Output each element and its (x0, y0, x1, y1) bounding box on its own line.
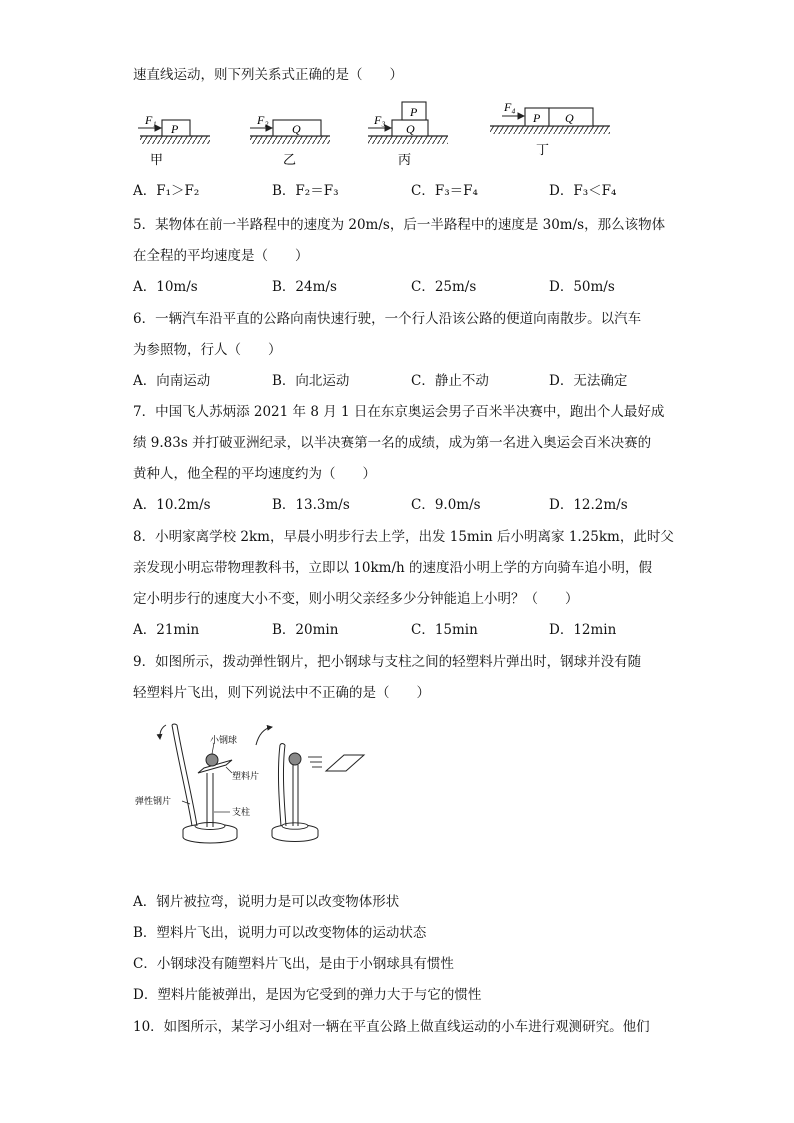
block-label-q: Q (406, 122, 415, 136)
label-plastic-card: 塑料片 (232, 772, 260, 782)
q6-stem-line: 6．一辆汽车沿平直的公路向南快速行驶，一个行人沿该公路的便道向南散步。以汽车 (133, 311, 642, 327)
q9-stem-line: 轻塑料片飞出，则下列说法中不正确的是（ ） (133, 685, 430, 701)
caption-bing: 丙 (398, 153, 412, 168)
force-label-f3: F₃ (374, 113, 386, 127)
q7-stem-line: 绩 9.83s 并打破亚洲纪录，以半决赛第一名的成绩，成为第一名进入奥运会百米决赛的 (133, 435, 652, 451)
q5-option-c[interactable]: C．25m/s (411, 279, 477, 295)
force-label-f2: F₂ (257, 113, 269, 127)
q5-option-d[interactable]: D．50m/s (549, 279, 615, 295)
q7-options (133, 496, 653, 514)
q4-option-b[interactable]: B．F₂＝F₃ (272, 183, 339, 199)
q7-option-b[interactable]: B．13.3m/s (272, 497, 350, 513)
q6-option-c[interactable]: C．静止不动 (411, 373, 489, 389)
q5-option-a[interactable]: A．10m/s (133, 279, 198, 295)
q8-option-a[interactable]: A．21min (133, 622, 200, 638)
q10-stem-line: 10．如图所示，某学习小组对一辆在平直公路上做直线运动的小车进行观测研究。他们 (133, 1019, 650, 1035)
q5-stem-line: 在全程的平均速度是（ ） (133, 248, 309, 264)
q5-options (133, 278, 653, 296)
q9-stem-line: 9．如图所示，拨动弹性钢片，把小钢球与支柱之间的轻塑料片弹出时，钢球并没有随 (133, 654, 642, 670)
label-pillar: 支柱 (232, 808, 251, 818)
label-steel-ball: 小钢球 (210, 736, 238, 746)
q8-options (133, 621, 653, 639)
block-label-q: Q (292, 122, 301, 136)
caption-jia: 甲 (150, 153, 164, 168)
q8-option-b[interactable]: B．20min (272, 622, 339, 638)
q9-option-c[interactable]: C．小钢球没有随塑料片飞出，是由于小钢球具有惯性 (133, 956, 454, 972)
q8-option-c[interactable]: C．15min (411, 622, 478, 638)
q6-option-d[interactable]: D．无法确定 (549, 373, 628, 389)
q7-option-c[interactable]: C．9.0m/s (411, 497, 481, 513)
q5-option-b[interactable]: B．24m/s (272, 279, 337, 295)
q8-stem-line: 定小明步行的速度大小不变，则小明父亲经多少分钟能追上小明？（ ） (133, 591, 579, 607)
q9-figure (130, 715, 380, 845)
q4-option-a[interactable]: A．F₁＞F₂ (133, 183, 200, 199)
force-label-f1: F₁ (145, 113, 157, 127)
q5-stem-line: 5．某物体在前一半路程中的速度为 20m/s，后一半路程中的速度是 30m/s，那么该物体 (133, 217, 666, 233)
q4-figure (130, 92, 630, 172)
q6-option-b[interactable]: B．向北运动 (272, 373, 350, 389)
force-label-f4: F₄ (504, 100, 516, 114)
q8-option-d[interactable]: D．12min (549, 622, 617, 638)
q4-option-d[interactable]: D．F₃＜F₄ (549, 183, 617, 199)
q9-option-b[interactable]: B．塑料片飞出，说明力可以改变物体的运动状态 (133, 925, 427, 941)
q7-option-d[interactable]: D．12.2m/s (549, 497, 628, 513)
block-label-p: P (410, 105, 418, 119)
block-label-p: P (171, 122, 179, 136)
apparatus-after (256, 727, 364, 842)
caption-ding: 丁 (536, 143, 550, 158)
q6-option-a[interactable]: A．向南运动 (133, 373, 211, 389)
q6-options (133, 372, 653, 390)
caption-yi: 乙 (283, 153, 297, 168)
q8-stem-line: 亲发现小明忘带物理教科书，立即以 10km/h 的速度沿小明上学的方向骑车追小明，假 (133, 560, 652, 576)
block-label-q: Q (565, 111, 574, 125)
q9-option-d[interactable]: D．塑料片能被弹出，是因为它受到的弹力大于与它的惯性 (133, 987, 482, 1003)
q4-stem: 速直线运动，则下列关系式正确的是（ ） (133, 67, 403, 83)
q7-option-a[interactable]: A．10.2m/s (133, 497, 211, 513)
q4-option-c[interactable]: C．F₃＝F₄ (411, 183, 478, 199)
q7-stem-line: 黄种人，他全程的平均速度约为（ ） (133, 466, 376, 482)
q7-stem-line: 7．中国飞人苏炳添 2021 年 8 月 1 日在东京奥运会男子百米半决赛中，跑出个人最好成 (133, 404, 665, 420)
q4-options (133, 182, 653, 200)
block-label-p: P (533, 111, 541, 125)
q6-stem-line: 为参照物，行人（ ） (133, 342, 282, 358)
label-spring-steel: 弹性钢片 (135, 797, 172, 807)
q9-option-a[interactable]: A．钢片被拉弯，说明力是可以改变物体形状 (133, 894, 400, 910)
q8-stem-line: 8．小明家离学校 2km，早晨小明步行去上学，出发 15min 后小明离家 1.25km，此时父 (133, 529, 674, 545)
